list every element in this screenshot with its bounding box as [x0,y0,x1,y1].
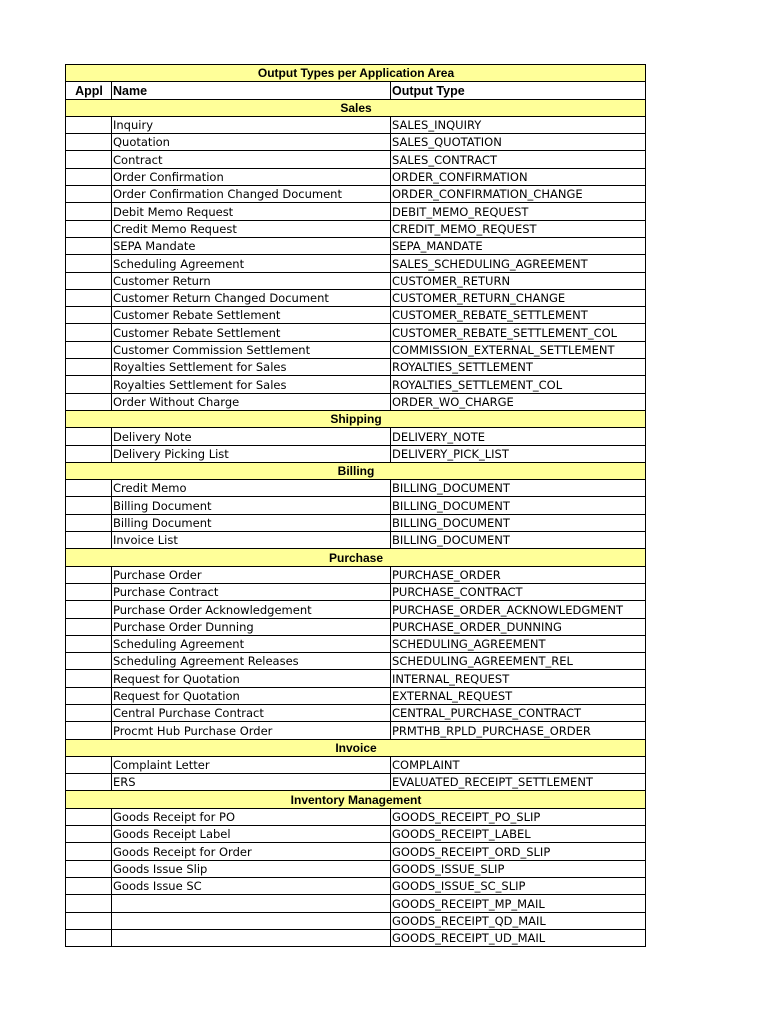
table-title: Output Types per Application Area [66,65,646,82]
output-type-cell: INTERNAL_REQUEST [391,670,646,687]
table-row [66,272,646,289]
output-type-cell: BILLING_DOCUMENT [391,532,646,549]
name-cell: Purchase Order [112,566,391,583]
appl-cell [66,255,112,272]
output-type-cell: SEPA_MANDATE [391,237,646,254]
name-cell: Delivery Picking List [112,445,391,462]
appl-cell [66,376,112,393]
table-row [66,877,646,894]
table-row [66,722,646,739]
output-type-cell: ROYALTIES_SETTLEMENT [391,359,646,376]
output-type-cell: DEBIT_MEMO_REQUEST [391,203,646,220]
appl-cell [66,929,112,946]
table-row [66,203,646,220]
table-row [66,860,646,877]
appl-cell [66,826,112,843]
name-cell: Quotation [112,134,391,151]
table-row [66,186,646,203]
section-header-row [66,739,646,756]
table-row [66,237,646,254]
column-header-appl: Appl [66,82,112,99]
appl-cell [66,687,112,704]
output-type-cell: GOODS_RECEIPT_ORD_SLIP [391,843,646,860]
table-row [66,653,646,670]
output-type-cell: EXTERNAL_REQUEST [391,687,646,704]
output-type-cell: GOODS_RECEIPT_LABEL [391,826,646,843]
name-cell: Credit Memo Request [112,220,391,237]
column-header-output-type: Output Type [391,82,646,99]
output-type-cell: GOODS_RECEIPT_UD_MAIL [391,929,646,946]
section-header-row [66,410,646,427]
output-type-cell: GOODS_RECEIPT_MP_MAIL [391,895,646,912]
section-header-row [66,549,646,566]
table-row [66,445,646,462]
table-row [66,618,646,635]
appl-cell [66,808,112,825]
output-type-cell: SALES_SCHEDULING_AGREEMENT [391,255,646,272]
output-type-cell: ORDER_WO_CHARGE [391,393,646,410]
appl-cell [66,704,112,721]
name-cell: Purchase Order Dunning [112,618,391,635]
section-header-row [66,462,646,479]
section-header-row [66,791,646,808]
appl-cell [66,843,112,860]
name-cell: Order Confirmation [112,168,391,185]
table-row [66,704,646,721]
name-cell: Billing Document [112,497,391,514]
output-type-cell: SALES_INQUIRY [391,116,646,133]
appl-cell [66,756,112,773]
name-cell: Purchase Order Acknowledgement [112,601,391,618]
table-row [66,497,646,514]
table-row [66,428,646,445]
output-types-table [65,64,646,947]
appl-cell [66,307,112,324]
table-row [66,514,646,531]
table-row [66,324,646,341]
table-row [66,220,646,237]
name-cell: Credit Memo [112,480,391,497]
appl-cell [66,220,112,237]
name-cell: Complaint Letter [112,756,391,773]
output-type-cell: ROYALTIES_SETTLEMENT_COL [391,376,646,393]
section-title: Invoice [66,739,646,756]
appl-cell [66,497,112,514]
appl-cell [66,272,112,289]
output-type-cell: PURCHASE_ORDER_ACKNOWLEDGMENT [391,601,646,618]
appl-cell [66,912,112,929]
name-cell: ERS [112,774,391,791]
name-cell: Customer Rebate Settlement [112,307,391,324]
name-cell: Order Confirmation Changed Document [112,186,391,203]
table-row [66,826,646,843]
appl-cell [66,653,112,670]
table-row [66,289,646,306]
appl-cell [66,359,112,376]
appl-cell [66,601,112,618]
output-type-cell: SALES_QUOTATION [391,134,646,151]
appl-cell [66,393,112,410]
output-type-cell: SCHEDULING_AGREEMENT [391,635,646,652]
output-type-cell: PURCHASE_ORDER_DUNNING [391,618,646,635]
output-type-cell: ORDER_CONFIRMATION [391,168,646,185]
appl-cell [66,670,112,687]
name-cell: Request for Quotation [112,687,391,704]
output-type-cell: DELIVERY_NOTE [391,428,646,445]
table-row [66,601,646,618]
output-type-cell: ORDER_CONFIRMATION_CHANGE [391,186,646,203]
table-row [66,566,646,583]
name-cell: Contract [112,151,391,168]
output-type-cell: SCHEDULING_AGREEMENT_REL [391,653,646,670]
table-row [66,912,646,929]
name-cell: Invoice List [112,532,391,549]
table-row [66,341,646,358]
table-row [66,670,646,687]
appl-cell [66,134,112,151]
appl-cell [66,583,112,600]
output-type-cell: PURCHASE_CONTRACT [391,583,646,600]
appl-cell [66,151,112,168]
name-cell: Goods Issue Slip [112,860,391,877]
name-cell: Scheduling Agreement Releases [112,653,391,670]
appl-cell [66,895,112,912]
name-cell [112,895,391,912]
name-cell: Procmt Hub Purchase Order [112,722,391,739]
name-cell: Goods Receipt for Order [112,843,391,860]
table-row [66,929,646,946]
appl-cell [66,203,112,220]
output-type-cell: COMPLAINT [391,756,646,773]
table-row [66,532,646,549]
name-cell: Request for Quotation [112,670,391,687]
table-row [66,774,646,791]
name-cell: Billing Document [112,514,391,531]
appl-cell [66,289,112,306]
name-cell: Central Purchase Contract [112,704,391,721]
table-row [66,583,646,600]
table-row [66,756,646,773]
table-title-row [66,65,646,82]
name-cell: Customer Return Changed Document [112,289,391,306]
appl-cell [66,877,112,894]
name-cell: SEPA Mandate [112,237,391,254]
appl-cell [66,722,112,739]
column-header-name: Name [112,82,391,99]
section-title: Purchase [66,549,646,566]
output-type-cell: CUSTOMER_RETURN_CHANGE [391,289,646,306]
table-row [66,307,646,324]
appl-cell [66,860,112,877]
appl-cell [66,514,112,531]
output-type-cell: CUSTOMER_REBATE_SETTLEMENT_COL [391,324,646,341]
name-cell: Scheduling Agreement [112,635,391,652]
name-cell: Delivery Note [112,428,391,445]
table-row [66,134,646,151]
table-row [66,376,646,393]
output-type-cell: BILLING_DOCUMENT [391,480,646,497]
output-type-cell: GOODS_ISSUE_SLIP [391,860,646,877]
appl-cell [66,774,112,791]
output-type-cell: PURCHASE_ORDER [391,566,646,583]
output-types-table-body [66,65,646,947]
appl-cell [66,566,112,583]
appl-cell [66,116,112,133]
table-row [66,168,646,185]
section-header-row [66,99,646,116]
table-row [66,480,646,497]
name-cell: Order Without Charge [112,393,391,410]
appl-cell [66,168,112,185]
table-row [66,255,646,272]
section-title: Sales [66,99,646,116]
appl-cell [66,237,112,254]
name-cell: Customer Commission Settlement [112,341,391,358]
section-title: Shipping [66,410,646,427]
name-cell: Goods Issue SC [112,877,391,894]
output-type-cell: EVALUATED_RECEIPT_SETTLEMENT [391,774,646,791]
section-title: Billing [66,462,646,479]
appl-cell [66,445,112,462]
name-cell: Goods Receipt for PO [112,808,391,825]
table-row [66,151,646,168]
appl-cell [66,618,112,635]
name-cell: Customer Rebate Settlement [112,324,391,341]
appl-cell [66,532,112,549]
appl-cell [66,186,112,203]
name-cell: Scheduling Agreement [112,255,391,272]
name-cell: Customer Return [112,272,391,289]
table-row [66,808,646,825]
appl-cell [66,324,112,341]
table-row [66,635,646,652]
table-row [66,393,646,410]
output-type-cell: GOODS_RECEIPT_QD_MAIL [391,912,646,929]
appl-cell [66,480,112,497]
table-row [66,359,646,376]
output-type-cell: CENTRAL_PURCHASE_CONTRACT [391,704,646,721]
output-type-cell: PRMTHB_RPLD_PURCHASE_ORDER [391,722,646,739]
name-cell: Debit Memo Request [112,203,391,220]
name-cell: Inquiry [112,116,391,133]
table-row [66,116,646,133]
output-type-cell: BILLING_DOCUMENT [391,514,646,531]
output-type-cell: BILLING_DOCUMENT [391,497,646,514]
name-cell: Royalties Settlement for Sales [112,376,391,393]
table-row [66,843,646,860]
output-type-cell: COMMISSION_EXTERNAL_SETTLEMENT [391,341,646,358]
appl-cell [66,635,112,652]
column-header-row [66,82,646,99]
appl-cell [66,341,112,358]
name-cell [112,929,391,946]
output-type-cell: DELIVERY_PICK_LIST [391,445,646,462]
table-row [66,687,646,704]
output-type-cell: CUSTOMER_RETURN [391,272,646,289]
name-cell: Purchase Contract [112,583,391,600]
table-row [66,895,646,912]
appl-cell [66,428,112,445]
output-type-cell: CUSTOMER_REBATE_SETTLEMENT [391,307,646,324]
output-type-cell: CREDIT_MEMO_REQUEST [391,220,646,237]
output-type-cell: GOODS_ISSUE_SC_SLIP [391,877,646,894]
name-cell: Royalties Settlement for Sales [112,359,391,376]
name-cell [112,912,391,929]
output-type-cell: SALES_CONTRACT [391,151,646,168]
section-title: Inventory Management [66,791,646,808]
output-type-cell: GOODS_RECEIPT_PO_SLIP [391,808,646,825]
name-cell: Goods Receipt Label [112,826,391,843]
